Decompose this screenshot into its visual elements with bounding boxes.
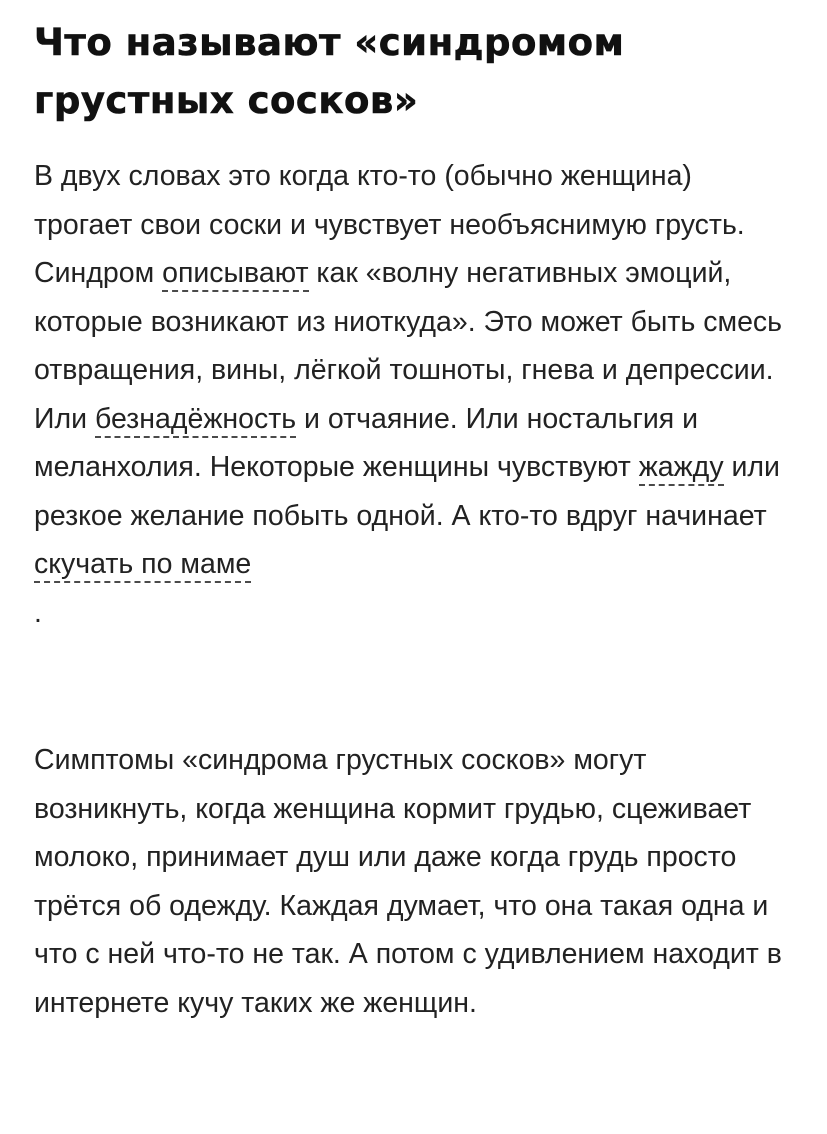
- paragraph-text: и отчаяние. Или ностальгия и меланхолия. Некоторые женщины чувствуют: [34, 402, 699, 483]
- article: [34, 14, 794, 1027]
- link-zhazhdu[interactable]: жажду: [639, 451, 724, 486]
- link-beznadezhnost[interactable]: безнадёжность: [95, 403, 296, 438]
- article-title: Что называют «синдромом грустных сосков»: [34, 21, 625, 122]
- trailing-period: .: [34, 596, 42, 629]
- paragraph-intro: [34, 152, 794, 637]
- link-skuchat-po-mame[interactable]: скучать по маме: [34, 548, 251, 583]
- paragraph-text: как «волну негативных эмоций, которые возникают из ниоткуда». Это может быть смесь отвращения, вины, лёгкой тошноты, гнева и депрессии. Или: [34, 257, 783, 435]
- link-opisyvayut[interactable]: описывают: [162, 257, 308, 292]
- paragraph-symptoms: Симптомы «синдрома грустных сосков» могут возникнуть, когда женщина кормит грудью, сцеживает молоко, принимает душ или даже когда грудь просто трётся об одежду. Каждая думает, что она такая одна и что с ней что-то не так. А потом с удивлением находит в интернете кучу таких же женщин.: [34, 744, 782, 1019]
- paragraph-text: В двух словах это когда кто-то (обычно женщина) трогает свои соски и чувствует необъяснимую грусть. Синдром: [34, 160, 745, 289]
- paragraph-text: или резкое желание побыть одной. А кто-то вдруг начинает: [34, 451, 780, 532]
